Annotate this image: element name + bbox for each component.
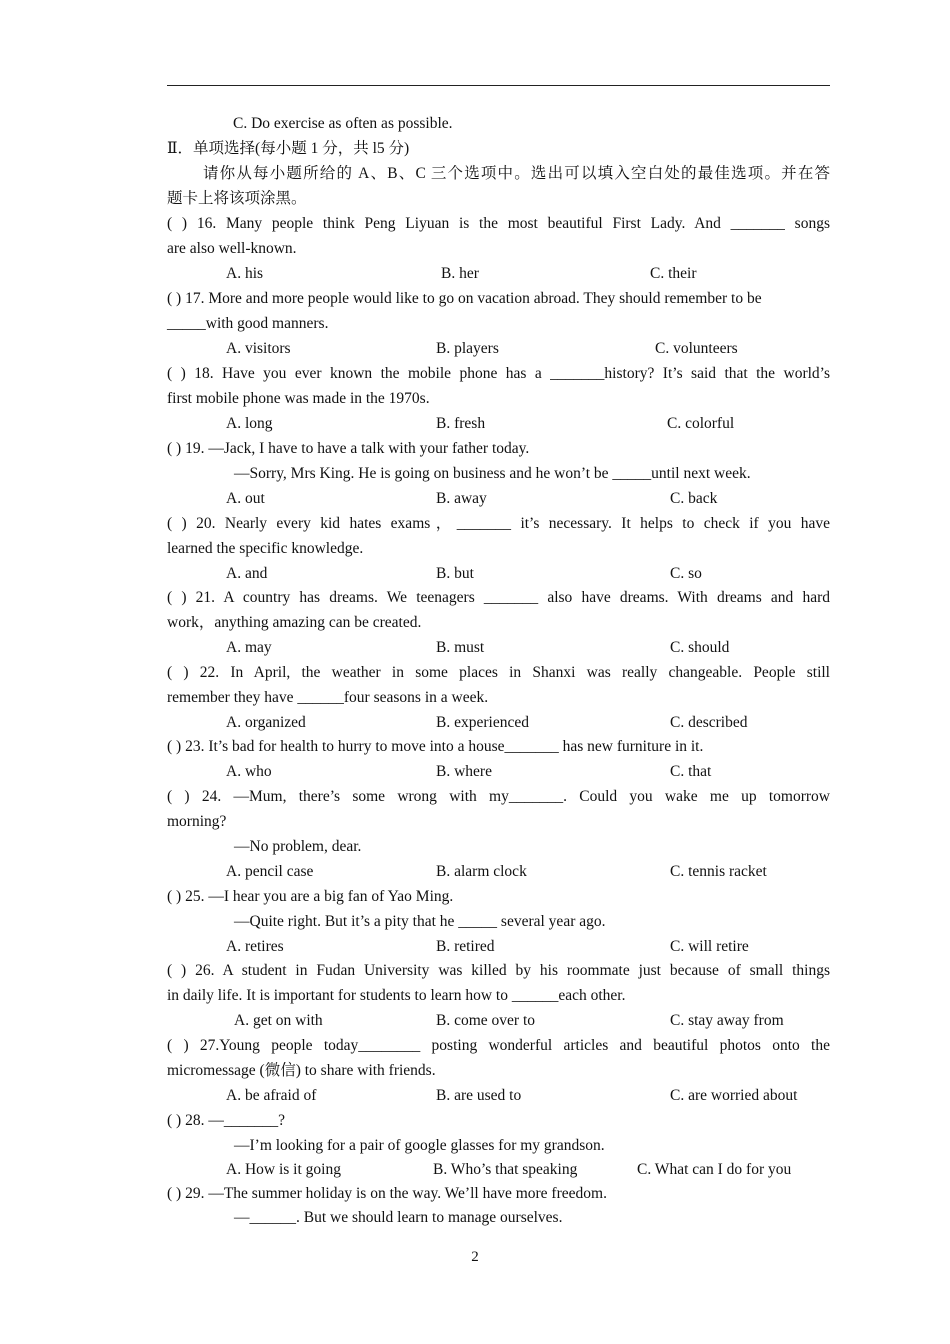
q16-option-a: A. his xyxy=(226,265,264,282)
q22-option-b: B. experienced xyxy=(436,714,529,731)
continued-option: C. Do exercise as often as possible. xyxy=(233,115,453,132)
q17-option-b: B. players xyxy=(436,340,499,357)
q27-option-b: B. are used to xyxy=(436,1087,522,1104)
q24-option-a: A. pencil case xyxy=(226,863,314,880)
question-21: ( ) 21. A country has dreams. We teenagers _______ also have dreams. With dreams and hard xyxy=(167,589,830,606)
question-16-cont: are also well-known. xyxy=(167,240,297,257)
page-number: 2 xyxy=(471,1249,479,1265)
q23-option-c: C. that xyxy=(670,763,712,780)
header-rule xyxy=(167,85,830,86)
q20-option-a: A. and xyxy=(226,565,268,582)
section-heading: Ⅱ．单项选择(每小题 1 分，共 l5 分) xyxy=(167,140,410,157)
q18-option-a: A. long xyxy=(226,415,273,432)
q27-option-c: C. are worried about xyxy=(670,1087,798,1104)
question-24: ( ) 24. —Mum, there’s some wrong with my_______. Could you wake me up tomorrow xyxy=(167,788,830,805)
q16-option-c: C. their xyxy=(650,265,697,282)
section-instruction: 请你从每小题所给的 A、B、C 三个选项中。选出可以填入空白处的最佳选项。并在答 xyxy=(203,165,830,182)
q28-option-c: C. What can I do for you xyxy=(637,1161,792,1178)
q18-option-c: C. colorful xyxy=(667,415,735,432)
question-18-cont: first mobile phone was made in the 1970s. xyxy=(167,390,430,407)
q17-option-a: A. visitors xyxy=(226,340,291,357)
q17-option-c: C. volunteers xyxy=(655,340,738,357)
q22-option-a: A. organized xyxy=(226,714,306,731)
question-28: ( ) 28. —_______? xyxy=(167,1112,285,1129)
q23-option-a: A. who xyxy=(226,763,272,780)
question-22: ( ) 22. In April, the weather in some places in Shanxi was really changeable. People still xyxy=(167,664,830,681)
q25-option-c: C. will retire xyxy=(670,938,749,955)
question-29-reply: —______. But we should learn to manage ourselves. xyxy=(234,1209,563,1226)
question-24-reply: —No problem, dear. xyxy=(234,838,362,855)
question-27: ( ) 27.Young people today________ posting wonderful articles and beautiful photos onto the xyxy=(167,1037,830,1054)
question-19: ( ) 19. —Jack, I have to have a talk with your father today. xyxy=(167,440,530,457)
q20-option-c: C. so xyxy=(670,565,702,582)
q18-option-b: B. fresh xyxy=(436,415,486,432)
q26-option-a: A. get on with xyxy=(234,1012,323,1029)
q28-option-b: B. Who’s that speaking xyxy=(433,1161,578,1178)
question-28-reply: —I’m looking for a pair of google glasses for my grandson. xyxy=(234,1137,605,1154)
question-18: ( ) 18. Have you ever known the mobile phone has a _______history? It’s said that the world’s xyxy=(167,365,830,382)
question-20: ( ) 20. Nearly every kid hates exams，_______ it’s necessary. It helps to check if you have xyxy=(167,515,830,532)
question-26: ( ) 26. A student in Fudan University was killed by his roommate just because of small things xyxy=(167,962,830,979)
question-17-cont: _____with good manners. xyxy=(167,315,329,332)
question-26-cont: in daily life. It is important for students to learn how to ______each other. xyxy=(167,987,626,1004)
q19-option-c: C. back xyxy=(670,490,718,507)
question-29: ( ) 29. —The summer holiday is on the way. We’ll have more freedom. xyxy=(167,1185,607,1202)
question-23: ( ) 23. It’s bad for health to hurry to move into a house_______ has new furniture in it. xyxy=(167,738,704,755)
q21-option-b: B. must xyxy=(436,639,485,656)
q21-option-a: A. may xyxy=(226,639,272,656)
question-21-cont: work，anything amazing can be created. xyxy=(167,614,422,631)
question-17: ( ) 17. More and more people would like to go on vacation abroad. They should remember to be xyxy=(167,290,762,307)
q27-option-a: A. be afraid of xyxy=(226,1087,317,1104)
question-27-cont: micromessage (微信) to share with friends. xyxy=(167,1062,436,1079)
q21-option-c: C. should xyxy=(670,639,730,656)
q22-option-c: C. described xyxy=(670,714,748,731)
question-19-reply: —Sorry, Mrs King. He is going on business and he won’t be _____until next week. xyxy=(234,465,751,482)
q23-option-b: B. where xyxy=(436,763,492,780)
q24-option-c: C. tennis racket xyxy=(670,863,767,880)
q26-option-c: C. stay away from xyxy=(670,1012,784,1029)
question-16: ( ) 16. Many people think Peng Liyuan is the most beautiful First Lady. And _______ songs xyxy=(167,215,830,232)
question-22-cont: remember they have ______four seasons in a week. xyxy=(167,689,489,706)
question-25-reply: —Quite right. But it’s a pity that he _____ several year ago. xyxy=(234,913,606,930)
question-20-cont: learned the specific knowledge. xyxy=(167,540,364,557)
q19-option-b: B. away xyxy=(436,490,487,507)
q24-option-b: B. alarm clock xyxy=(436,863,527,880)
q26-option-b: B. come over to xyxy=(436,1012,536,1029)
q25-option-b: B. retired xyxy=(436,938,495,955)
q19-option-a: A. out xyxy=(226,490,265,507)
section-instruction-cont: 题卡上将该项涂黑。 xyxy=(167,190,307,207)
q28-option-a: A. How is it going xyxy=(226,1161,341,1178)
q16-option-b: B. her xyxy=(441,265,479,282)
question-24-cont: morning? xyxy=(167,813,227,830)
q20-option-b: B. but xyxy=(436,565,474,582)
q25-option-a: A. retires xyxy=(226,938,284,955)
question-25: ( ) 25. —I hear you are a big fan of Yao Ming. xyxy=(167,888,454,905)
